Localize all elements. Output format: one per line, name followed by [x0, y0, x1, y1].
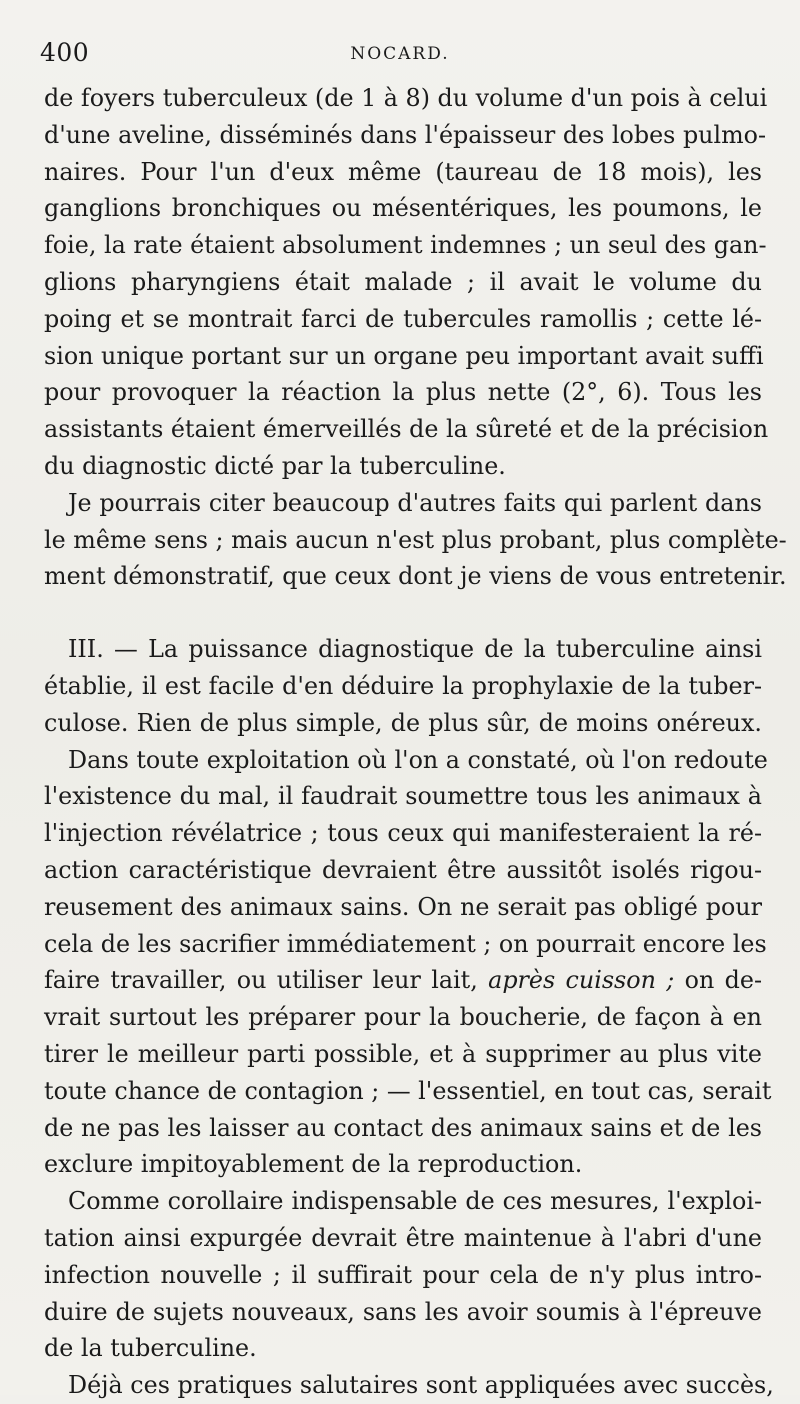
paragraph — [44, 80, 769, 485]
text-line: l'injection révélatrice ; tous ceux qui manifesteraient la ré- — [44, 819, 762, 848]
text-line: toute chance de contagion ; — l'essentiel, en tout cas, serait — [44, 1076, 772, 1105]
text-line: vrait surtout les préparer pour la boucherie, de façon à en — [44, 1003, 762, 1032]
text-line: reusement des animaux sains. On ne serait pas obligé pour — [44, 892, 762, 921]
text-line-with-italic — [44, 962, 762, 999]
text-line: cela de les sacrifier immédiatement ; on pourrait encore les — [44, 929, 767, 958]
text-line: infection nouvelle ; il suffirait pour cela de n'y plus intro- — [44, 1260, 762, 1289]
text-line: tation ainsi expurgée devrait être maintenue à l'abri d'une — [44, 1223, 762, 1252]
text-line: ganglions bronchiques ou mésentériques, les poumons, le — [44, 194, 762, 223]
text-line: ment démonstratif, que ceux dont je viens de vous entretenir. — [44, 562, 787, 591]
text-line: foie, la rate étaient absolument indemnes ; un seul des gan- — [44, 231, 767, 260]
body-text — [44, 80, 787, 1404]
text-line: établie, il est facile d'en déduire la prophylaxie de la tuber- — [44, 671, 762, 700]
text-line: III. — La puissance diagnostique de la tuberculine ainsi — [68, 635, 762, 664]
text-line: glions pharyngiens était malade ; il avait le volume du — [44, 267, 762, 296]
text-line: culose. Rien de plus simple, de plus sûr, de moins onéreux. — [44, 708, 762, 737]
paragraph — [44, 742, 772, 1184]
text-line: l'existence du mal, il faudrait soumettre tous les animaux à — [44, 782, 762, 811]
text-segment: on de- — [684, 966, 762, 995]
text-segment: faire travailler, ou utiliser leur lait, — [44, 966, 478, 995]
text-line: tirer le meilleur parti possible, et à supprimer au plus vite — [44, 1039, 762, 1068]
text-line: exclure impitoyablement de la reproduction. — [44, 1150, 583, 1179]
text-line: du diagnostic dicté par la tuberculine. — [44, 451, 506, 480]
text-line: d'une aveline, disséminés dans l'épaisseur des lobes pulmo- — [44, 120, 767, 149]
text-line: assistants étaient émerveillés de la sûreté et de la précision — [44, 415, 769, 444]
text-line: de foyers tuberculeux (de 1 à 8) du volume d'un pois à celui — [44, 84, 768, 112]
running-head: NOCARD. — [350, 44, 450, 64]
section-gap — [44, 595, 762, 631]
paragraph — [44, 631, 762, 741]
text-line: Comme corollaire indispensable de ces mesures, l'exploi- — [68, 1187, 762, 1216]
text-line: pour provoquer la réaction la plus nette (2°, 6). Tous les — [44, 378, 762, 407]
text-line: action caractéristique devraient être aussitôt isolés rigou- — [44, 855, 762, 884]
text-line: de la tuberculine. — [44, 1334, 257, 1363]
text-line: le même sens ; mais aucun n'est plus probant, plus complète- — [44, 525, 787, 554]
paragraph — [44, 1183, 762, 1367]
text-line: Déjà ces pratiques salutaires sont appliquées avec succès, — [68, 1371, 774, 1400]
page-header — [40, 38, 760, 74]
page-number: 400 — [40, 38, 90, 67]
text-line: Je pourrais citer beaucoup d'autres faits qui parlent dans — [68, 488, 762, 517]
paragraph — [44, 485, 787, 595]
text-line: poing et se montrait farci de tubercules ramollis ; cette lé- — [44, 304, 762, 333]
text-line: duire de sujets nouveaux, sans les avoir soumis à l'épreuve — [44, 1297, 762, 1326]
paragraph — [44, 1367, 774, 1404]
text-line: sion unique portant sur un organe peu important avait suffi — [44, 341, 764, 370]
text-line: de ne pas les laisser au contact des animaux sains et de les — [44, 1113, 762, 1142]
text-line: naires. Pour l'un d'eux même (taureau de 18 mois), les — [44, 157, 762, 186]
italic-phrase: après cuisson ; — [488, 966, 675, 995]
text-line: Dans toute exploitation où l'on a constaté, où l'on redoute — [68, 745, 768, 774]
